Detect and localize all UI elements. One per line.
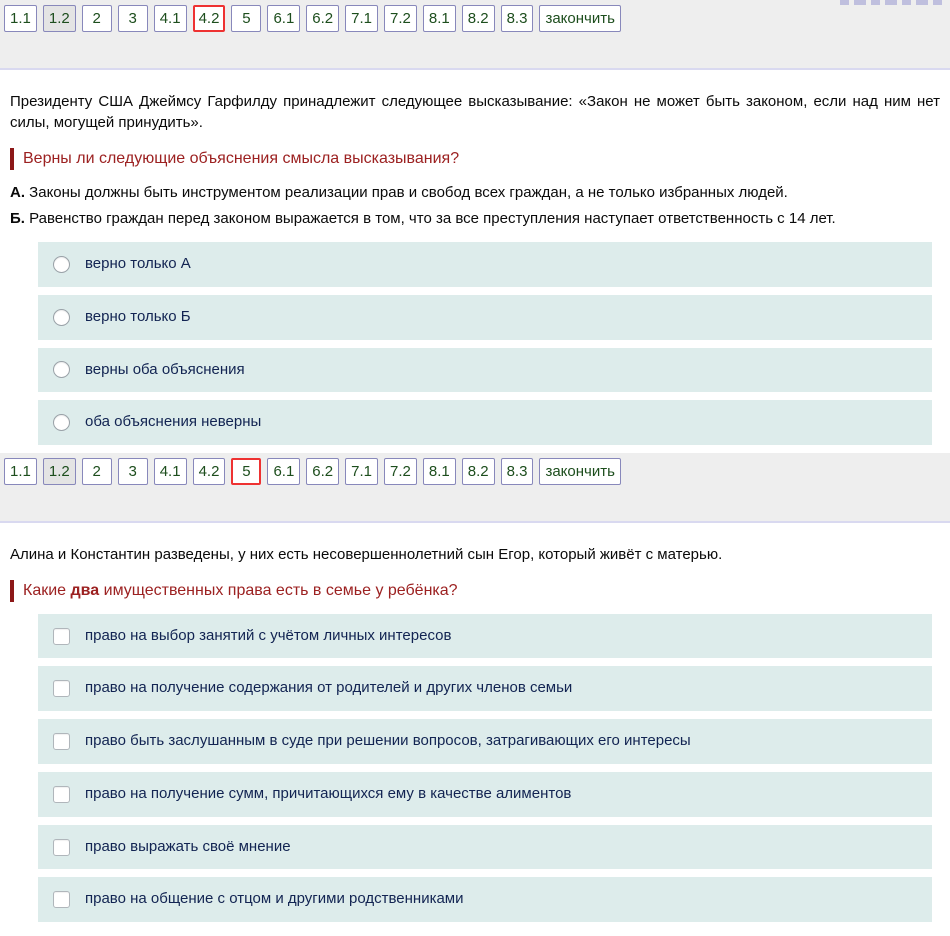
question-nav — [4, 5, 946, 32]
statement-a-label: А. — [10, 183, 25, 201]
prompt-prefix: Верны ли следующие объяснения смысла высказывания? — [23, 150, 460, 167]
checkbox-icon[interactable] — [53, 733, 70, 750]
statement-a-text: Законы должны быть инструментом реализации прав и свобод всех граждан, а не только избранных людей. — [29, 183, 788, 201]
question-text: Алина и Константин разведены, у них есть несовершеннолетний сын Егор, который живёт с матерью. — [10, 546, 723, 564]
radio-icon[interactable] — [53, 361, 70, 378]
answer-option-row[interactable] — [38, 400, 932, 445]
nav-button-5[interactable]: 5 — [231, 5, 261, 32]
answer-option-row[interactable] — [38, 242, 932, 287]
nav-button-3[interactable]: 3 — [118, 5, 148, 32]
option-label: верно только А — [85, 255, 191, 273]
statement-b-label: Б. — [10, 210, 25, 228]
question-prompt — [10, 148, 940, 170]
nav-button-7.2[interactable]: 7.2 — [384, 5, 417, 32]
bottom-spacer — [0, 930, 950, 936]
option-label: право на выбор занятий с учётом личных интересов — [85, 626, 452, 644]
question-content — [0, 544, 950, 922]
nav-button-7.1[interactable]: 7.1 — [345, 5, 378, 32]
question-nav-header — [0, 0, 950, 70]
answer-option-row[interactable] — [38, 614, 932, 659]
answer-option-row[interactable] — [38, 348, 932, 393]
nav-button-8.3[interactable]: 8.3 — [501, 458, 534, 485]
nav-button-8.2[interactable]: 8.2 — [462, 5, 495, 32]
nav-button-8.1[interactable]: 8.1 — [423, 458, 456, 485]
nav-finish-button[interactable]: закончить — [539, 5, 620, 32]
answer-option-row[interactable] — [38, 295, 932, 340]
checkbox-icon[interactable] — [53, 628, 70, 645]
question-content — [0, 91, 950, 445]
nav-button-4.2[interactable]: 4.2 — [193, 5, 226, 32]
nav-button-1.2[interactable]: 1.2 — [43, 5, 76, 32]
option-label: право на общение с отцом и другими родственниками — [85, 890, 464, 908]
answer-option-row[interactable] — [38, 666, 932, 711]
nav-button-7.1[interactable]: 7.1 — [345, 458, 378, 485]
prompt-bold: два — [70, 582, 100, 600]
checkbox-icon[interactable] — [53, 786, 70, 803]
nav-button-8.3[interactable]: 8.3 — [501, 5, 534, 32]
nav-button-1.1[interactable]: 1.1 — [4, 5, 37, 32]
radio-icon[interactable] — [53, 309, 70, 326]
answer-options — [38, 242, 932, 445]
statement-a — [10, 182, 940, 204]
option-label: верно только Б — [85, 307, 191, 325]
option-label: право выражать своё мнение — [85, 837, 291, 855]
statement-b-text: Равенство граждан перед законом выражается в том, что за все преступления наступает ответственность с 14 лет. — [29, 210, 836, 228]
prompt-suffix: имущественных права есть в семье у ребёнка? — [99, 582, 458, 600]
nav-button-6.1[interactable]: 6.1 — [267, 5, 300, 32]
nav-button-2[interactable]: 2 — [82, 458, 112, 485]
option-label: право быть заслушанным в суде при решении вопросов, затрагивающих его интересы — [85, 732, 691, 750]
nav-button-4.1[interactable]: 4.1 — [154, 458, 187, 485]
truncated-text-artifact — [840, 0, 944, 5]
question-nav — [4, 458, 946, 485]
checkbox-icon[interactable] — [53, 891, 70, 908]
nav-button-7.2[interactable]: 7.2 — [384, 458, 417, 485]
answer-option-row[interactable] — [38, 825, 932, 870]
nav-button-1.1[interactable]: 1.1 — [4, 458, 37, 485]
nav-button-2[interactable]: 2 — [82, 5, 112, 32]
option-label: верны оба объяснения — [85, 360, 245, 378]
question-block-5 — [0, 453, 950, 922]
nav-button-6.1[interactable]: 6.1 — [267, 458, 300, 485]
question-nav-header — [0, 453, 950, 523]
radio-icon[interactable] — [53, 414, 70, 431]
radio-icon[interactable] — [53, 256, 70, 273]
nav-button-8.1[interactable]: 8.1 — [423, 5, 456, 32]
option-label: оба объяснения неверны — [85, 413, 262, 431]
answer-option-row[interactable] — [38, 719, 932, 764]
question-prompt — [10, 580, 940, 602]
question-text: Президенту США Джеймсу Гарфилду принадлежит следующее высказывание: «Закон не может быть законом, если над ним нет силы, могущей принудить». — [10, 93, 940, 131]
checkbox-icon[interactable] — [53, 680, 70, 697]
nav-button-1.2[interactable]: 1.2 — [43, 458, 76, 485]
question-block-4-2 — [0, 0, 950, 445]
answer-options — [38, 614, 932, 923]
nav-button-5[interactable]: 5 — [231, 458, 261, 485]
prompt-prefix: Какие — [23, 582, 71, 600]
nav-button-6.2[interactable]: 6.2 — [306, 5, 339, 32]
statement-b — [10, 208, 940, 230]
nav-button-3[interactable]: 3 — [118, 458, 148, 485]
nav-finish-button[interactable]: закончить — [539, 458, 620, 485]
nav-button-4.2[interactable]: 4.2 — [193, 458, 226, 485]
nav-button-8.2[interactable]: 8.2 — [462, 458, 495, 485]
answer-option-row[interactable] — [38, 877, 932, 922]
nav-button-6.2[interactable]: 6.2 — [306, 458, 339, 485]
nav-button-4.1[interactable]: 4.1 — [154, 5, 187, 32]
option-label: право на получение содержания от родителей и других членов семьи — [85, 679, 573, 697]
checkbox-icon[interactable] — [53, 839, 70, 856]
answer-option-row[interactable] — [38, 772, 932, 817]
option-label: право на получение сумм, причитающихся ему в качестве алиментов — [85, 784, 572, 802]
